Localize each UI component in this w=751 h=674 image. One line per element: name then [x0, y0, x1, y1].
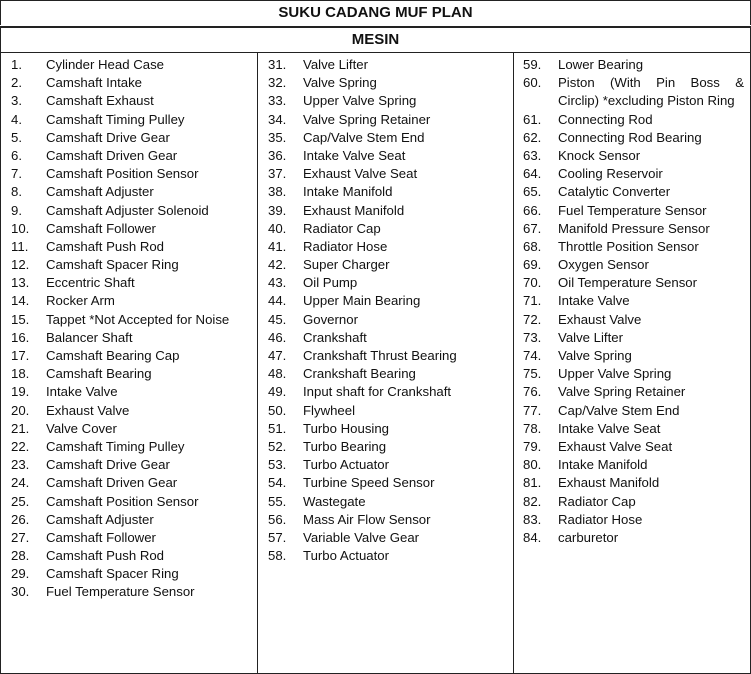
list-item	[1, 183, 257, 201]
item-label: Camshaft Intake	[46, 75, 143, 91]
list-item	[514, 347, 750, 365]
item-number: 66.	[523, 202, 542, 218]
list-item	[258, 202, 513, 220]
parts-column-3	[514, 53, 750, 673]
item-number: 84.	[523, 529, 542, 545]
item-number: 50.	[268, 402, 287, 418]
list-item	[1, 111, 257, 129]
list-item	[1, 456, 257, 474]
item-number: 78.	[523, 420, 542, 436]
item-label: Radiator Cap	[558, 493, 636, 509]
item-number: 43.	[268, 275, 287, 291]
item-number: 17.	[11, 348, 30, 363]
list-item	[514, 129, 750, 147]
item-label: Valve Lifter	[303, 57, 368, 72]
list-item	[258, 274, 513, 292]
item-number: 28.	[11, 548, 30, 564]
list-item	[514, 420, 750, 438]
item-label: Intake Valve	[558, 293, 630, 309]
item-number: 26.	[11, 511, 30, 527]
item-label: Camshaft Push Rod	[46, 548, 165, 564]
item-number: 39.	[268, 202, 287, 218]
item-number: 70.	[523, 275, 542, 291]
item-number: 23.	[11, 457, 30, 473]
item-number: 31.	[268, 57, 287, 72]
item-label: Exhaust Valve Seat	[303, 166, 418, 182]
list-item	[1, 383, 257, 401]
item-number: 80.	[523, 457, 542, 473]
list-item	[514, 438, 750, 456]
item-number: 15.	[11, 311, 30, 327]
item-number: 22.	[11, 438, 30, 454]
list-item	[514, 56, 750, 74]
list-item	[514, 147, 750, 165]
list-item	[258, 256, 513, 274]
list-item	[1, 292, 257, 310]
list-item	[258, 365, 513, 383]
item-label: Wastegate	[303, 493, 366, 509]
item-number: 11.	[11, 238, 29, 254]
section-heading: MESIN	[0, 26, 751, 53]
item-label: Camshaft Spacer Ring	[46, 257, 179, 273]
item-number: 51.	[268, 420, 287, 436]
list-item	[1, 511, 257, 529]
item-label: Lower Bearing	[558, 57, 644, 72]
item-number: 33.	[268, 93, 287, 109]
item-number: 40.	[268, 220, 287, 236]
list-item	[1, 565, 257, 583]
item-label: Camshaft Adjuster	[46, 511, 154, 527]
item-label: Tappet *Not Accepted for Noise	[46, 311, 230, 327]
item-number: 16.	[11, 329, 30, 345]
document-title: SUKU CADANG MUF PLAN	[0, 0, 751, 25]
item-label: Governor	[303, 311, 358, 327]
item-number: 21.	[11, 420, 30, 436]
item-number: 10.	[11, 220, 30, 236]
item-label: Camshaft Timing Pulley	[46, 111, 185, 127]
list-item	[1, 365, 257, 383]
item-label: Valve Cover	[46, 420, 117, 436]
item-number: 77.	[523, 402, 542, 418]
list-item	[1, 74, 257, 92]
item-label: Fuel Temperature Sensor	[46, 584, 195, 600]
item-label: Oil Temperature Sensor	[558, 275, 698, 291]
item-label: Cap/Valve Stem End	[558, 402, 680, 418]
item-number: 29.	[11, 566, 30, 582]
item-label: Flywheel	[303, 402, 356, 418]
item-label: Oil Pump	[303, 275, 358, 291]
item-label: Fuel Temperature Sensor	[558, 202, 707, 218]
item-number: 27.	[11, 529, 30, 545]
item-number: 63.	[523, 147, 542, 163]
item-label: Cap/Valve Stem End	[303, 129, 425, 145]
list-item	[258, 220, 513, 238]
item-number: 36.	[268, 147, 287, 163]
item-number: 46.	[268, 329, 287, 345]
item-number: 19.	[11, 384, 30, 400]
item-number: 32.	[268, 75, 287, 91]
item-label: Intake Valve Seat	[558, 420, 661, 436]
item-label: Camshaft Position Sensor	[46, 493, 199, 509]
item-number: 7.	[11, 166, 22, 182]
list-item	[258, 547, 513, 565]
list-item	[258, 292, 513, 310]
item-label: Radiator Hose	[558, 511, 643, 527]
item-number: 62.	[523, 129, 542, 145]
item-number: 14.	[11, 293, 30, 309]
item-number: 30.	[11, 584, 30, 600]
item-label: Rocker Arm	[46, 293, 115, 309]
item-label: Intake Manifold	[558, 457, 648, 473]
item-number: 41.	[268, 238, 287, 254]
list-item	[258, 474, 513, 492]
list-item	[514, 292, 750, 310]
item-number: 47.	[268, 348, 287, 363]
item-label: Crankshaft Bearing	[303, 366, 416, 382]
item-number: 44.	[268, 293, 287, 309]
item-label: carburetor	[558, 529, 619, 545]
item-number: 37.	[268, 166, 287, 182]
list-item	[1, 147, 257, 165]
item-label: Valve Lifter	[558, 329, 623, 345]
item-label: Camshaft Timing Pulley	[46, 438, 185, 454]
list-item	[258, 56, 513, 74]
item-number: 35.	[268, 129, 287, 145]
item-number: 57.	[268, 529, 287, 545]
list-item	[1, 438, 257, 456]
item-number: 73.	[523, 329, 542, 345]
item-label: Cylinder Head Case	[46, 57, 165, 72]
item-label: Balancer Shaft	[46, 329, 133, 345]
list-item	[258, 456, 513, 474]
item-number: 60.	[523, 75, 542, 91]
list-item	[1, 92, 257, 110]
item-number: 72.	[523, 311, 542, 327]
item-label: Camshaft Push Rod	[46, 238, 165, 254]
item-label: Exhaust Valve	[46, 402, 130, 418]
item-number: 48.	[268, 366, 287, 382]
item-number: 42.	[268, 257, 287, 273]
list-item	[258, 311, 513, 329]
item-label: Radiator Hose	[303, 238, 388, 254]
item-number: 58.	[268, 548, 287, 564]
list-item	[514, 238, 750, 256]
list-item	[1, 474, 257, 492]
item-label: Throttle Position Sensor	[558, 238, 699, 254]
item-number: 65.	[523, 184, 542, 200]
item-label-line-1: Piston (With Pin Boss &	[558, 75, 744, 91]
item-number: 1.	[11, 57, 22, 72]
item-number: 13.	[11, 275, 30, 291]
item-label: Knock Sensor	[558, 147, 641, 163]
item-label: Camshaft Bearing Cap	[46, 348, 180, 363]
list-item	[514, 256, 750, 274]
list-item	[514, 274, 750, 292]
item-label: Camshaft Follower	[46, 220, 156, 236]
item-label: Camshaft Drive Gear	[46, 457, 170, 473]
item-label: Camshaft Adjuster Solenoid	[46, 202, 209, 218]
list-item	[514, 365, 750, 383]
item-number: 74.	[523, 348, 542, 364]
item-number: 8.	[11, 184, 22, 200]
list-item	[1, 220, 257, 238]
list-item	[1, 165, 257, 183]
item-number: 64.	[523, 166, 542, 182]
item-label: Crankshaft	[303, 329, 367, 345]
item-number: 53.	[268, 457, 287, 473]
item-label: Turbo Bearing	[303, 438, 387, 454]
item-label: Valve Spring Retainer	[303, 111, 431, 127]
list-item	[514, 529, 750, 547]
item-number: 2.	[11, 75, 22, 91]
item-label: Turbo Actuator	[303, 457, 390, 473]
item-label: Camshaft Driven Gear	[46, 147, 178, 163]
item-number: 81.	[523, 475, 542, 491]
list-item	[1, 311, 257, 329]
item-label: Valve Spring	[558, 348, 632, 364]
item-number: 20.	[11, 402, 30, 418]
item-label: Intake Valve	[46, 384, 118, 400]
list-item	[258, 111, 513, 129]
item-label: Exhaust Valve Seat	[558, 438, 673, 454]
item-label: Intake Valve Seat	[303, 147, 406, 163]
item-number: 61.	[523, 111, 542, 127]
item-label: Crankshaft Thrust Bearing	[303, 348, 457, 363]
item-label: Camshaft Drive Gear	[46, 129, 170, 145]
item-number: 45.	[268, 311, 287, 327]
item-number: 3.	[11, 93, 22, 109]
item-number: 18.	[11, 366, 30, 382]
item-label: Exhaust Valve	[558, 311, 642, 327]
item-label: Turbine Speed Sensor	[303, 475, 435, 491]
parts-table	[0, 52, 751, 674]
list-item	[258, 402, 513, 420]
list-item	[258, 129, 513, 147]
list-item	[1, 529, 257, 547]
item-label: Exhaust Manifold	[558, 475, 660, 491]
list-item	[514, 220, 750, 238]
item-number: 24.	[11, 475, 30, 491]
item-label: Connecting Rod Bearing	[558, 129, 702, 145]
list-item	[258, 74, 513, 92]
item-number: 71.	[523, 293, 542, 309]
list-item	[1, 256, 257, 274]
item-label: Mass Air Flow Sensor	[303, 511, 431, 527]
item-label: Catalytic Converter	[558, 184, 671, 200]
item-label: Connecting Rod	[558, 111, 653, 127]
item-number: 68.	[523, 238, 542, 254]
item-label: Exhaust Manifold	[303, 202, 405, 218]
item-label: Manifold Pressure Sensor	[558, 220, 710, 236]
list-item	[258, 238, 513, 256]
item-label: Camshaft Follower	[46, 529, 156, 545]
item-label: Upper Valve Spring	[558, 366, 672, 382]
list-item	[514, 383, 750, 401]
item-number: 59.	[523, 57, 542, 72]
list-item	[514, 165, 750, 183]
item-label: Valve Spring	[303, 75, 377, 91]
item-number: 55.	[268, 493, 287, 509]
item-label: Super Charger	[303, 257, 390, 273]
list-item	[1, 129, 257, 147]
list-item	[258, 383, 513, 401]
list-item	[1, 420, 257, 438]
list-item	[258, 147, 513, 165]
list-item	[514, 202, 750, 220]
list-item	[514, 402, 750, 420]
list-item	[258, 92, 513, 110]
item-number: 76.	[523, 384, 542, 400]
list-item	[258, 165, 513, 183]
list-item	[258, 529, 513, 547]
list-item	[258, 511, 513, 529]
item-label: Turbo Actuator	[303, 548, 390, 564]
item-label: Input shaft for Crankshaft	[303, 384, 452, 400]
list-item	[514, 74, 750, 110]
item-label: Intake Manifold	[303, 184, 393, 200]
list-item	[258, 420, 513, 438]
list-item	[1, 238, 257, 256]
list-item	[514, 111, 750, 129]
item-label: Turbo Housing	[303, 420, 390, 436]
item-number: 9.	[11, 202, 22, 218]
list-item	[1, 202, 257, 220]
item-number: 12.	[11, 257, 30, 273]
item-label: Camshaft Driven Gear	[46, 475, 178, 491]
list-item	[1, 347, 257, 365]
list-item	[258, 347, 513, 365]
item-number: 25.	[11, 493, 30, 509]
list-item	[514, 511, 750, 529]
list-item	[1, 402, 257, 420]
list-item	[258, 183, 513, 201]
item-label: Cooling Reservoir	[558, 166, 663, 182]
item-label: Valve Spring Retainer	[558, 384, 686, 400]
item-number: 69.	[523, 257, 542, 273]
list-item	[1, 547, 257, 565]
item-number: 83.	[523, 511, 542, 527]
list-item	[258, 438, 513, 456]
item-number: 56.	[268, 511, 287, 527]
item-label: Camshaft Adjuster	[46, 184, 154, 200]
list-item	[258, 493, 513, 511]
item-number: 34.	[268, 111, 287, 127]
item-label: Camshaft Bearing	[46, 366, 152, 382]
item-number: 67.	[523, 220, 542, 236]
item-number: 52.	[268, 438, 287, 454]
item-number: 6.	[11, 147, 22, 163]
item-number: 38.	[268, 184, 287, 200]
item-number: 5.	[11, 129, 22, 145]
item-label: Upper Valve Spring	[303, 93, 417, 109]
list-item	[514, 474, 750, 492]
item-number: 4.	[11, 111, 22, 127]
list-item	[514, 311, 750, 329]
item-number: 49.	[268, 384, 287, 400]
parts-column-1	[1, 53, 258, 673]
list-item	[514, 493, 750, 511]
item-label: Radiator Cap	[303, 220, 381, 236]
list-item	[1, 274, 257, 292]
item-label: Camshaft Spacer Ring	[46, 566, 179, 582]
list-item	[514, 183, 750, 201]
item-number: 54.	[268, 475, 287, 491]
list-item	[258, 329, 513, 347]
item-number: 75.	[523, 366, 542, 382]
item-label: Eccentric Shaft	[46, 275, 135, 291]
item-label: Camshaft Position Sensor	[46, 166, 199, 182]
list-item	[1, 493, 257, 511]
list-item	[1, 329, 257, 347]
list-item	[514, 329, 750, 347]
list-item	[514, 456, 750, 474]
item-label: Camshaft Exhaust	[46, 93, 154, 109]
item-label	[558, 74, 744, 110]
item-label: Oxygen Sensor	[558, 257, 649, 273]
item-number: 79.	[523, 438, 542, 454]
parts-column-2	[258, 53, 514, 673]
item-label-line-2: Circlip) *excluding Piston Ring	[558, 93, 735, 109]
item-label: Variable Valve Gear	[303, 529, 420, 545]
item-number: 82.	[523, 493, 542, 509]
item-label: Upper Main Bearing	[303, 293, 421, 309]
list-item	[1, 583, 257, 601]
list-item	[1, 56, 257, 74]
